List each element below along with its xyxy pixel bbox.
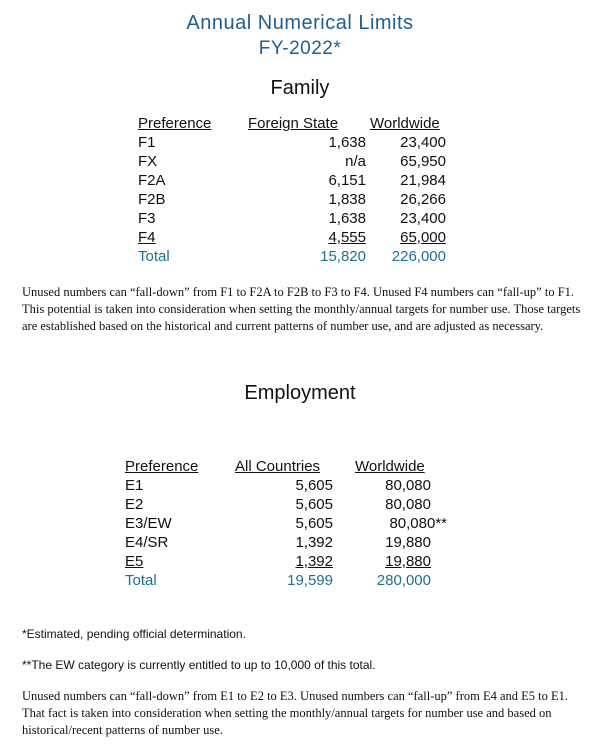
foreign-state-cell: 1,638 — [328, 134, 366, 151]
preference-cell: F1 — [138, 134, 156, 151]
table-row — [138, 133, 498, 152]
table-row — [138, 228, 498, 247]
foreign-state-cell: n/a — [345, 153, 366, 170]
preference-cell: F4 — [138, 229, 156, 246]
worldwide-total: 280,000 — [376, 572, 431, 589]
worldwide-cell: 65,000 — [400, 229, 446, 246]
total-row — [125, 571, 485, 590]
worldwide-cell: 80,080 — [385, 496, 431, 513]
preference-cell: E2 — [125, 496, 144, 513]
foreign-state-cell: 1,638 — [328, 210, 366, 227]
employment-fall-down-note: Unused numbers can “fall-down” from E1 to E2 to E3. Unused numbers can “fall-up” from E4 and E5 to E1. That fact is taken into consideration when setting the monthly/annual targets for number use and based on historical/recent patterns of number use. — [22, 689, 569, 737]
employment-table — [125, 457, 485, 590]
preference-cell: E4/SR — [125, 534, 169, 551]
table-header-row — [138, 114, 498, 133]
ew-footnote: **The EW category is currently entitled to up to 10,000 of this total. — [22, 658, 376, 672]
preference-cell: E5 — [125, 553, 144, 570]
all-countries-cell: 1,392 — [295, 534, 333, 551]
page-title: Annual Numerical Limits — [186, 12, 414, 34]
column-header: All Countries — [235, 458, 321, 475]
total-label: Total — [125, 572, 157, 589]
worldwide-cell: 19,880 — [385, 534, 431, 551]
preference-cell: F3 — [138, 210, 156, 227]
all-countries-cell: 5,605 — [295, 515, 333, 532]
estimated-footnote: *Estimated, pending official determination. — [22, 627, 246, 641]
column-header: Preference — [138, 115, 212, 132]
family-fall-down-note: Unused numbers can “fall-down” from F1 to F2A to F2B to F3 to F4. Unused F4 numbers can “fall-up” to F1. This potential is taken into consideration when setting the monthly/annual targets for number use. Those targets are established based on the historical and current patterns of number use, and are adjusted as necessary. — [22, 285, 581, 333]
worldwide-cell: 23,400 — [400, 134, 446, 151]
fiscal-year-subtitle: FY-2022* — [258, 38, 342, 59]
worldwide-cell: 65,950 — [400, 153, 446, 170]
table-row — [125, 552, 485, 571]
family-heading: Family — [270, 77, 330, 99]
worldwide-cell: 80,080 — [385, 477, 431, 494]
foreign-state-cell: 1,838 — [328, 191, 366, 208]
preference-cell: FX — [138, 153, 158, 170]
total-row — [138, 247, 498, 266]
column-header: Worldwide — [370, 115, 440, 132]
foreign-state-total: 15,820 — [320, 248, 366, 265]
all-countries-total: 19,599 — [287, 572, 333, 589]
table-row — [138, 171, 498, 190]
column-header: Foreign State — [248, 115, 339, 132]
worldwide-cell: 80,080** — [389, 515, 447, 532]
employment-heading: Employment — [244, 382, 356, 404]
table-row — [125, 476, 485, 495]
foreign-state-cell: 4,555 — [328, 229, 366, 246]
worldwide-total: 226,000 — [391, 248, 446, 265]
table-header-row — [125, 457, 485, 476]
table-row — [125, 533, 485, 552]
column-header: Worldwide — [355, 458, 425, 475]
all-countries-cell: 1,392 — [295, 553, 333, 570]
preference-cell: E3/EW — [125, 515, 172, 532]
table-row — [125, 514, 485, 533]
preference-cell: F2A — [138, 172, 166, 189]
foreign-state-cell: 6,151 — [328, 172, 366, 189]
preference-cell: F2B — [138, 191, 166, 208]
table-row — [125, 495, 485, 514]
all-countries-cell: 5,605 — [295, 477, 333, 494]
worldwide-cell: 26,266 — [400, 191, 446, 208]
preference-cell: E1 — [125, 477, 144, 494]
worldwide-cell: 21,984 — [400, 172, 446, 189]
table-row — [138, 190, 498, 209]
worldwide-cell: 23,400 — [400, 210, 446, 227]
column-header: Preference — [125, 458, 199, 475]
table-row — [138, 152, 498, 171]
all-countries-cell: 5,605 — [295, 496, 333, 513]
table-row — [138, 209, 498, 228]
total-label: Total — [138, 248, 170, 265]
family-table — [138, 114, 498, 266]
worldwide-cell: 19,880 — [385, 553, 431, 570]
